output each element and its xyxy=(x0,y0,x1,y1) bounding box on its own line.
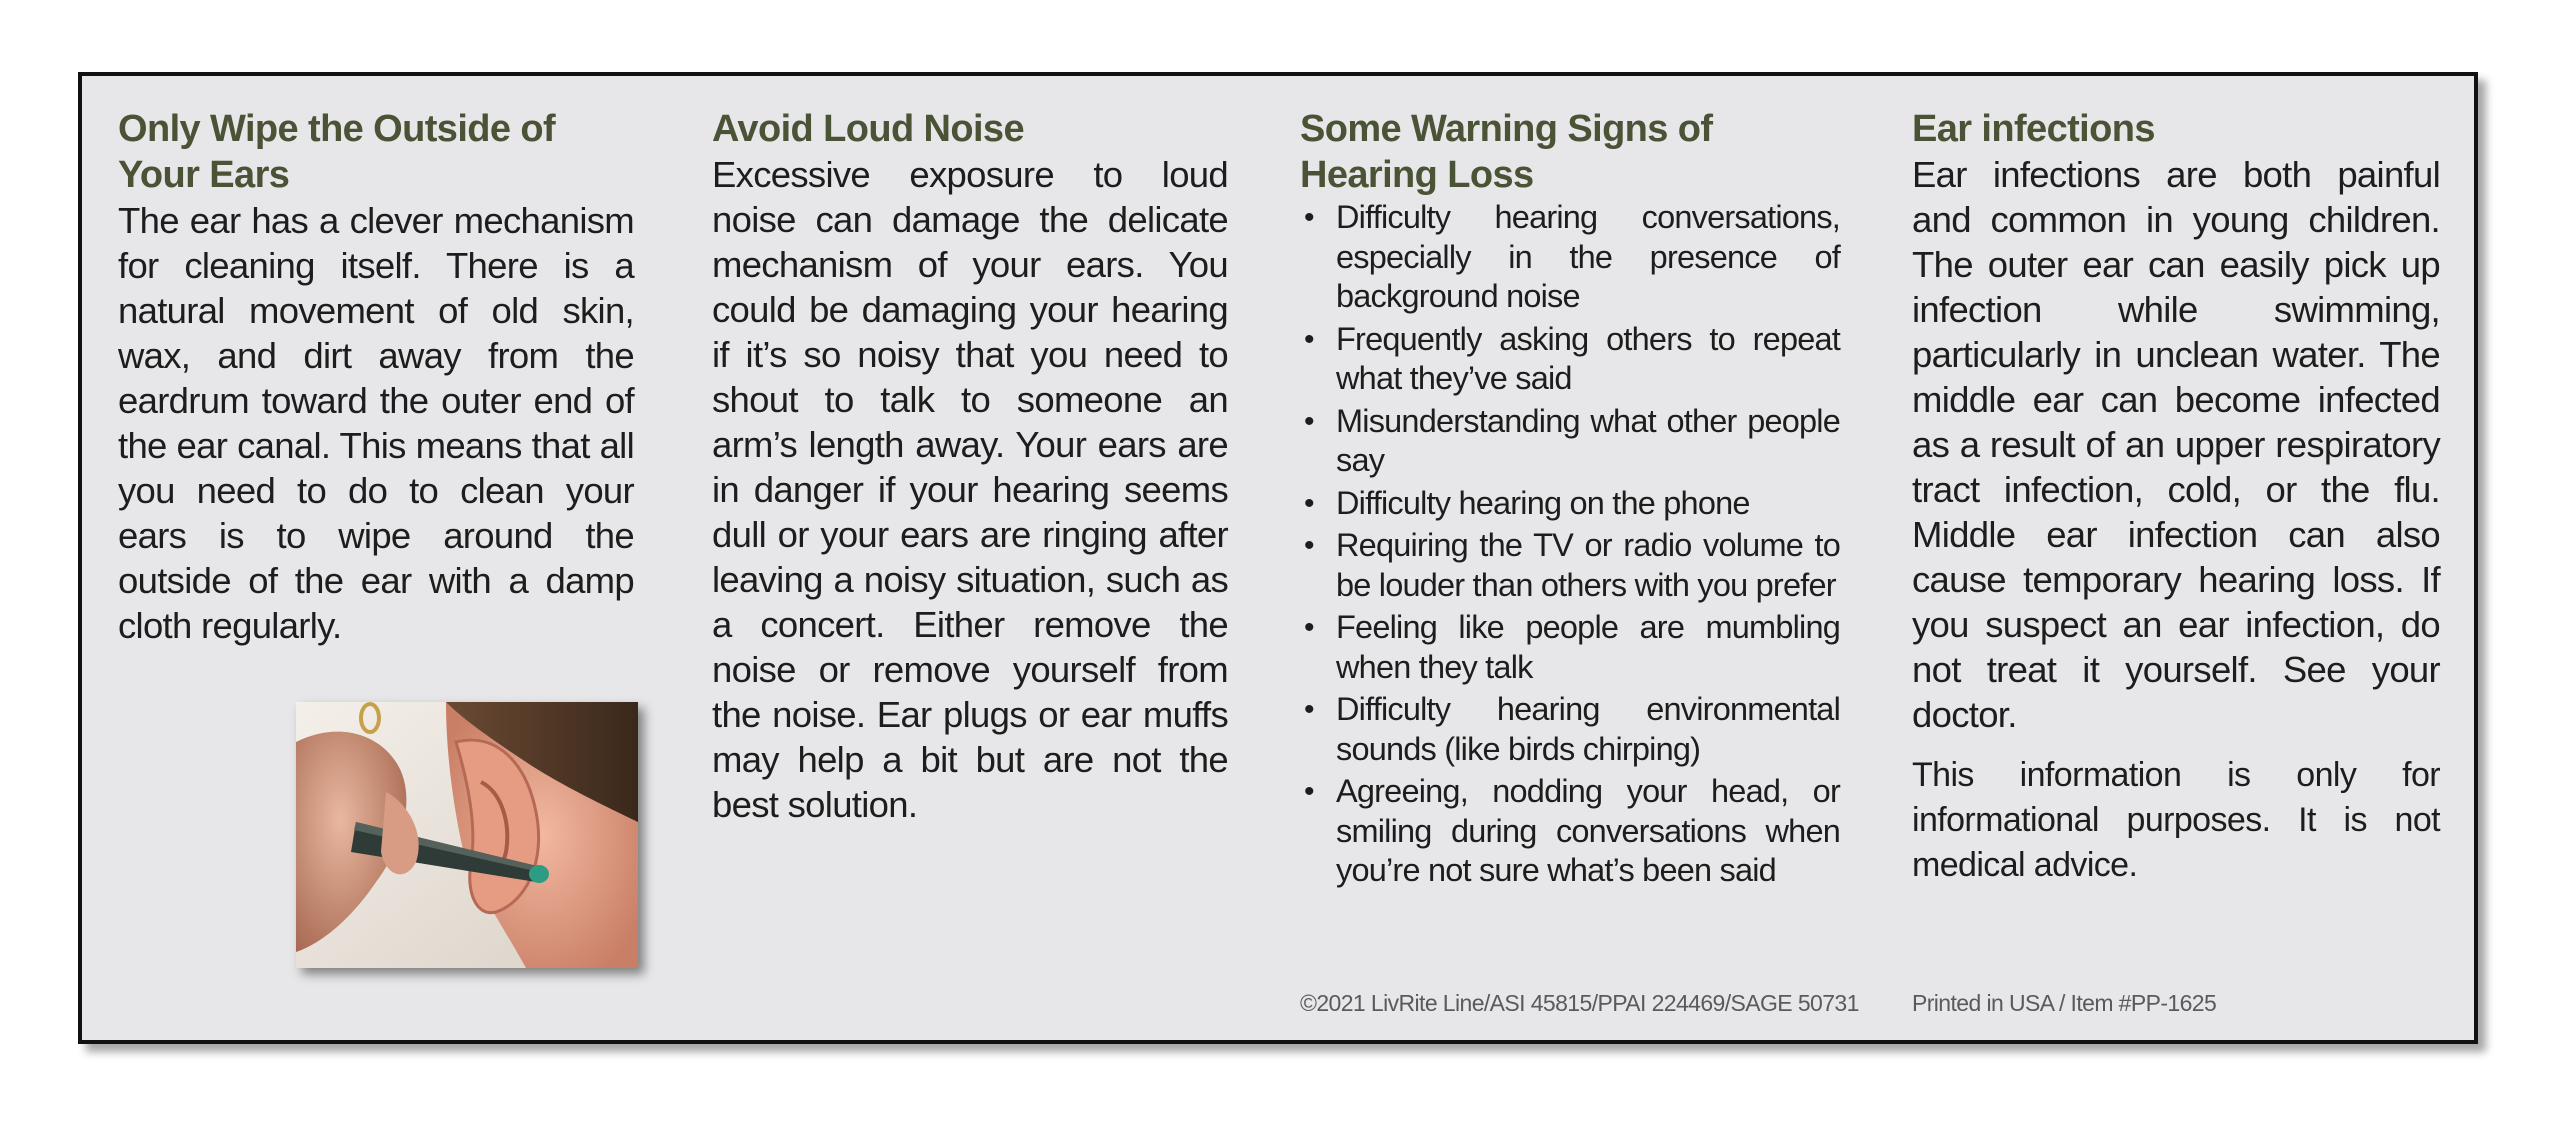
list-item: • Difficulty hearing environmental sounds (like birds chirping) xyxy=(1304,691,1840,767)
bullet-icon: • xyxy=(1304,322,1314,356)
list-item: • Feeling like people are mumbling when they talk xyxy=(1304,609,1840,685)
column-ear-infections xyxy=(1912,106,2440,888)
list-item: • Misunderstanding what other people say xyxy=(1304,402,1840,478)
info-panel xyxy=(78,72,2478,1044)
heading-ear-infections: Ear infections xyxy=(1912,108,2155,150)
body-ear-cleaning: The ear has a clever mechanism for cleaning itself. There is a natural movement of old skin, wax, and dirt away from the eardrum toward the outer end of the ear canal. This means that all you need to do to clean your ears is to wipe around the outside of the ear with a damp cloth regularly. xyxy=(118,200,634,646)
bullet-icon: • xyxy=(1304,404,1314,438)
heading-loud-noise: Avoid Loud Noise xyxy=(712,108,1024,150)
list-item: • Difficulty hearing conversations, especially in the presence of background noise xyxy=(1304,199,1840,314)
column-ear-cleaning xyxy=(118,106,634,648)
ear-cleaning-photo xyxy=(296,702,638,968)
list-item: • Frequently asking others to repeat what they’ve said xyxy=(1304,320,1840,396)
bullet-icon: • xyxy=(1304,611,1314,644)
column-warning-signs xyxy=(1300,106,1840,894)
printed-in-text: Printed in USA / Item #PP-1625 xyxy=(1912,990,2217,1016)
bullet-icon: • xyxy=(1304,529,1314,562)
column-loud-noise xyxy=(712,106,1228,827)
list-item: • Difficulty hearing on the phone xyxy=(1300,484,1840,524)
copyright-text: ©2021 LivRite Line/ASI 45815/PPAI 224469/SAGE 50731 xyxy=(1300,990,1859,1016)
bullet-icon: • xyxy=(1304,693,1314,726)
bullet-icon: • xyxy=(1304,486,1314,520)
heading-warning-signs: Some Warning Signs of Hearing Loss xyxy=(1300,108,1713,196)
list-item: • Requiring the TV or radio volume to be louder than others with you prefer xyxy=(1304,527,1840,603)
body-loud-noise: Excessive exposure to loud noise can damage the delicate mechanism of your ears. You could be damaging your hearing if it’s so noisy that you need to shout to talk to someone an arm’s length away. Your ears are in danger if your hearing seems dull or your ears are ringing after leaving a noisy situation, such as a concert. Either remove the noise or remove yourself from the noise. Ear plugs or ear muffs may help a bit but are not the best solution. xyxy=(712,154,1228,825)
heading-ear-cleaning: Only Wipe the Outside of Your Ears xyxy=(118,108,556,196)
body-ear-infections: Ear infections are both painful and common in young children. The outer ear can easily pick up infection while swimming, particularly in unclean water. The middle ear can become infected as a result of an upper respiratory tract infection, cold, or the flu. Middle ear infection can also cause temporary hearing loss. If you suspect an ear infection, do not treat it yourself. See your doctor. xyxy=(1912,154,2440,735)
warning-signs-list xyxy=(1300,198,1840,891)
disclaimer-note: This information is only for informational purposes. It is not medical advice. xyxy=(1912,756,2440,884)
bullet-icon: • xyxy=(1304,775,1314,808)
bullet-icon: • xyxy=(1304,201,1314,234)
list-item: • Agreeing, nodding your head, or smiling during conversations when you’re not sure what’s been said xyxy=(1304,773,1840,888)
